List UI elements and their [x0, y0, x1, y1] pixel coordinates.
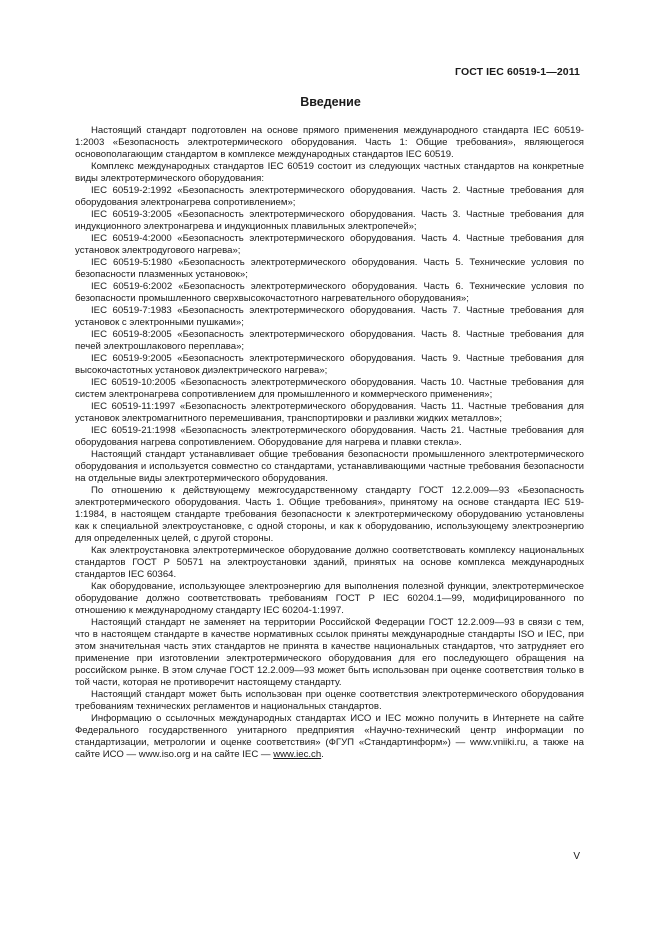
section-title: Введение — [300, 95, 361, 109]
paragraph: IEC 60519-10:2005 «Безопасность электротермического оборудования. Часть 10. Частные требования для систем электронагрева сопротивлением для промышленного и коммерческого применения»; — [75, 377, 584, 400]
paragraph-text: Информацию о ссылочных международных стандартах ИСО и IEC можно получить в Интернете на сайте Федерального государственного унитарного предприятия «Научно-технический центр информации по стандартизации, метрологии и оценке соответствия» (ФГУП «Стандартинформ») — www.vniiki.ru, а также на сайте ИСО — www.iso.org и на сайте IEC — — [75, 713, 584, 760]
iec-link[interactable]: www.iec.ch — [273, 749, 322, 760]
paragraph: IEC 60519-6:2002 «Безопасность электротермического оборудования. Часть 6. Технические условия по безопасности промышленного сверхвысокочастотного нагревательного оборудования»; — [75, 281, 584, 304]
paragraph: По отношению к действующему межгосударственному стандарту ГОСТ 12.2.009—93 «Безопасность электротермического оборудования. Часть 1. Общие требования», принятому на основе стандарта IEC 519-1:1984, в настоящем стандарте требования безопасности к электротермическому оборудованию установлены как к специальной электроустановке, с одной стороны, и как к оборудованию, использующему электроэнергию для определенных целей, с другой стороны. — [75, 485, 584, 544]
document-code: ГОСТ IEC 60519-1—2011 — [455, 66, 580, 78]
paragraph-links — [75, 713, 584, 761]
paragraph: IEC 60519-21:1998 «Безопасность электротермического оборудования. Часть 21. Частные требования для оборудования нагрева сопротивлением. Оборудование для нагрева и плавки стекла». — [75, 425, 584, 448]
paragraph: IEC 60519-2:1992 «Безопасность электротермического оборудования. Часть 2. Частные требования для оборудования электронагрева сопротивлением»; — [75, 185, 584, 208]
paragraph: IEC 60519-7:1983 «Безопасность электротермического оборудования. Часть 7. Частные требования для установок с электронными пушками»; — [75, 305, 584, 328]
paragraph-end: . — [321, 749, 324, 760]
paragraph: Как электроустановка электротермическое оборудование должно соответствовать комплексу национальных стандартов ГОСТ Р 50571 на электроустановки зданий, принятых на основе комплекса международных стандартов IEC 60364. — [75, 545, 584, 580]
page-number: V — [573, 851, 580, 862]
paragraph: IEC 60519-5:1980 «Безопасность электротермического оборудования. Часть 5. Технические условия по безопасности плазменных установок»; — [75, 257, 584, 280]
paragraph: IEC 60519-8:2005 «Безопасность электротермического оборудования. Часть 8. Частные требования для печей электрошлакового переплава»; — [75, 329, 584, 352]
body-text — [75, 125, 584, 761]
paragraph: Как оборудование, использующее электроэнергию для выполнения полезной функции, электротермическое оборудование должно соответствовать требованиям ГОСТ Р IEC 60204.1—99, модифицированного по отношению к международному стандарту IEC 60204-1:1997. — [75, 581, 584, 616]
paragraph: Настоящий стандарт подготовлен на основе прямого применения международного стандарта IEC 60519-1:2003 «Безопасность электротермического оборудования. Часть 1: Общие требования», являющегося основополагающим стандартом в комплексе международных стандартов IEC 60519. — [75, 125, 584, 160]
paragraph: IEC 60519-9:2005 «Безопасность электротермического оборудования. Часть 9. Частные требования для высокочастотных установок диэлектрического нагрева»; — [75, 353, 584, 376]
paragraph: IEC 60519-4:2000 «Безопасность электротермического оборудования. Часть 4. Частные требования для установок электродугового нагрева»; — [75, 233, 584, 256]
paragraph: Настоящий стандарт может быть использован при оценке соответствия электротермического оборудования требованиям технических регламентов и национальных стандартов. — [75, 689, 584, 712]
paragraph: Настоящий стандарт не заменяет на территории Российской Федерации ГОСТ 12.2.009—93 в связи с тем, что в настоящем стандарте в качестве нормативных ссылок приняты международные стандарты ISO и IEC, при этом значительная часть этих стандартов не принята в качестве национальных стандартов, что затрудняет его применение при изготовлении электротермического оборудования для его последующего обращения на российском рынке. В этом случае ГОСТ 12.2.009—93 может быть использован при оценке соответствия только в той части, которая не противоречит настоящему стандарту. — [75, 617, 584, 688]
paragraph: Комплекс международных стандартов IEC 60519 состоит из следующих частных стандартов на конкретные виды электротермического оборудования: — [75, 161, 584, 184]
paragraph: IEC 60519-11:1997 «Безопасность электротермического оборудования. Часть 11. Частные требования для установок электромагнитного перемешивания, транспортировки и разливки жидких металлов»; — [75, 401, 584, 424]
paragraph: IEC 60519-3:2005 «Безопасность электротермического оборудования. Часть 3. Частные требования для индукционного электронагрева и индукционных плавильных электропечей»; — [75, 209, 584, 232]
paragraph: Настоящий стандарт устанавливает общие требования безопасности промышленного электротермического оборудования и используется совместно со стандартами, устанавливающими частные требования безопасности на отдельные виды электротермического оборудования. — [75, 449, 584, 484]
